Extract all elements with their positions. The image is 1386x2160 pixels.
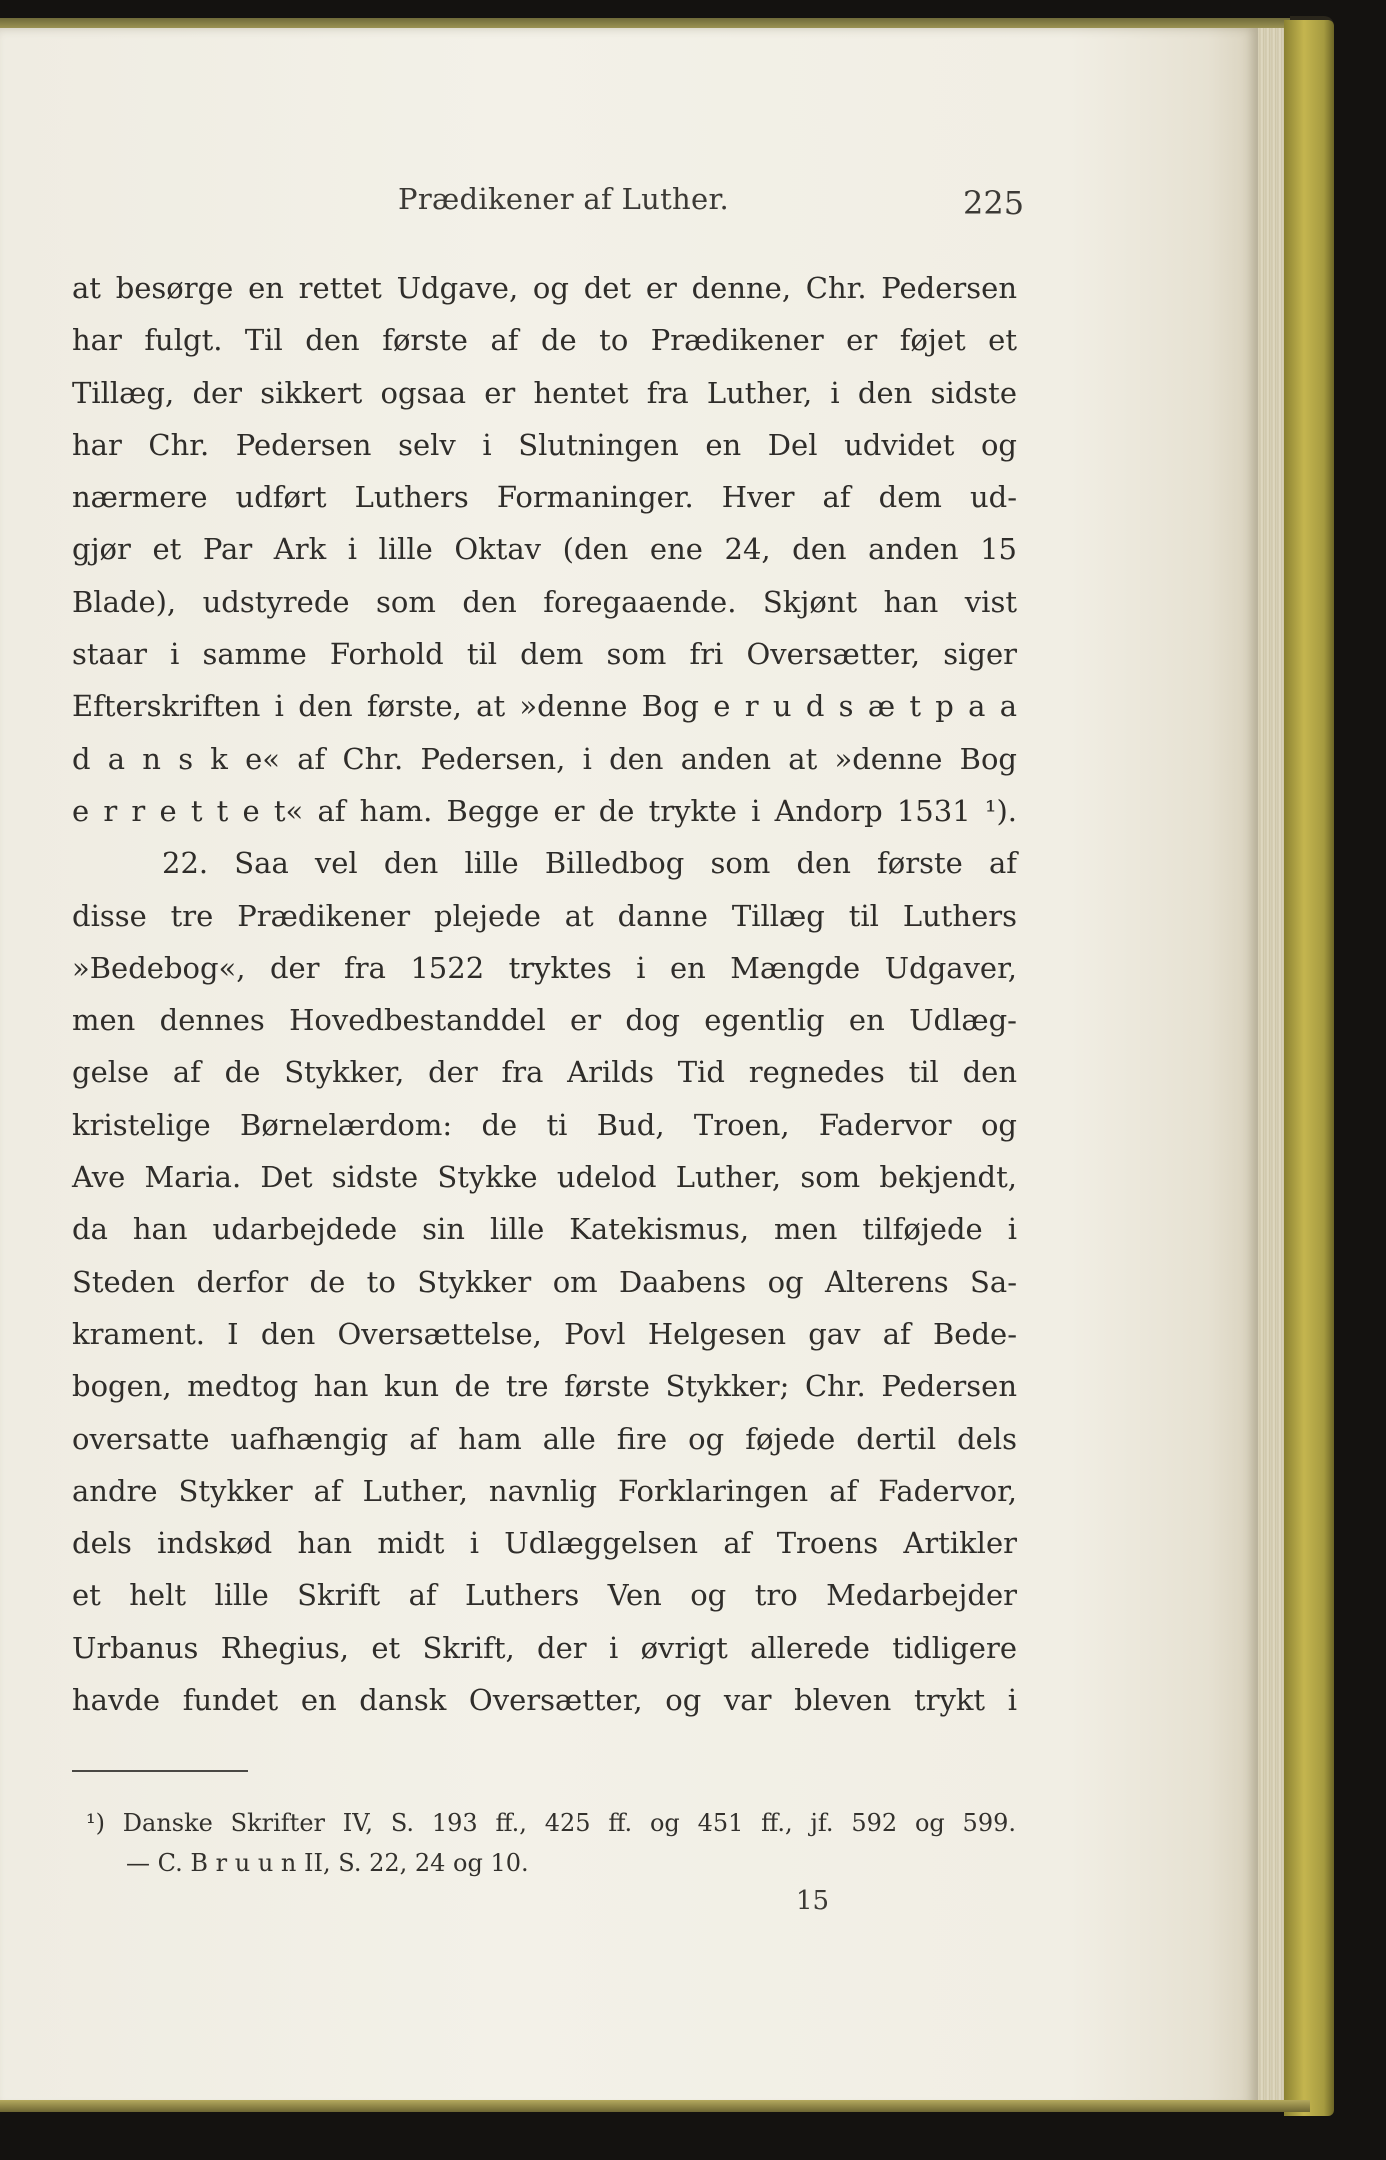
text-line: gjør et Par Ark i lille Oktav (den ene 24, den anden 15 bbox=[72, 532, 1017, 567]
text-line: Blade), udstyrede som den foregaaende. Skjønt han vist bbox=[72, 584, 1017, 619]
text-line: Steden derfor de to Stykker om Daabens og Alterens Sa- bbox=[72, 1264, 1017, 1299]
text-line: har Chr. Pedersen selv i Slutningen en Del udvidet og bbox=[72, 427, 1017, 462]
body-text bbox=[72, 262, 1017, 1726]
text-line: staar i samme Forhold til dem som fri Oversætter, siger bbox=[72, 637, 1017, 672]
text-line: har fulgt. Til den første af de to Prædikener er føjet et bbox=[72, 323, 1017, 358]
text-line: Tillæg, der sikkert ogsaa er hentet fra Luther, i den sidste bbox=[72, 375, 1017, 410]
text-line: havde fundet en dansk Oversætter, og var bleven trykt i bbox=[72, 1683, 1017, 1718]
text-line: at besørge en rettet Udgave, og det er denne, Chr. Pedersen bbox=[72, 271, 1017, 305]
footnotes bbox=[86, 1803, 1016, 1883]
paragraph-start-line: 22. Saa vel den lille Billedbog som den første af bbox=[162, 846, 1017, 881]
text-line: men dennes Hovedbestanddel er dog egentlig en Udlæg- bbox=[72, 1003, 1017, 1038]
text-line: et helt lille Skrift af Luthers Ven og tro Medarbejder bbox=[72, 1578, 1017, 1613]
text-line: da han udarbejdede sin lille Katekismus, men tilføjede i bbox=[72, 1212, 1017, 1247]
footnote-line: ¹) Danske Skrifter IV, S. 193 ff., 425 ff. og 451 ff., jf. 592 og 599. bbox=[86, 1809, 1016, 1837]
book-page bbox=[0, 28, 1258, 2108]
book-cover-edge bbox=[1284, 20, 1334, 2116]
text-line: »Bedebog«, der fra 1522 tryktes i en Mængde Udgaver, bbox=[72, 950, 1017, 985]
text-line: nærmere udført Luthers Formaninger. Hver af dem ud- bbox=[72, 480, 1017, 515]
text-line: kristelige Børnelærdom: de ti Bud, Troen, Fadervor og bbox=[72, 1107, 1017, 1142]
text-line: e r r e t t e t« af ham. Begge er de trykte i Andorp 1531 ¹). bbox=[72, 793, 1017, 828]
text-line: bogen, medtog han kun de tre første Stykker; Chr. Pedersen bbox=[72, 1369, 1017, 1404]
text-line: Ave Maria. Det sidste Stykke udelod Luther, som bekjendt, bbox=[72, 1160, 1017, 1195]
text-line: oversatte uafhængig af ham alle fire og føjede dertil dels bbox=[72, 1421, 1017, 1456]
signature-mark: 15 bbox=[796, 1886, 830, 1916]
text-line: dels indskød han midt i Udlæggelsen af Troens Artikler bbox=[72, 1526, 1017, 1561]
page-bottom-edge bbox=[0, 2100, 1310, 2112]
text-line: krament. I den Oversættelse, Povl Helgesen gav af Bede- bbox=[72, 1316, 1017, 1351]
running-head bbox=[0, 178, 1258, 222]
text-line: d a n s k e« af Chr. Pedersen, i den anden at »denne Bog bbox=[72, 741, 1017, 776]
text-line: andre Stykker af Luther, navnlig Forklaringen af Fadervor, bbox=[72, 1473, 1017, 1508]
text-line: gelse af de Stykker, der fra Arilds Tid regnedes til den bbox=[72, 1055, 1017, 1090]
footnote-line: — C. B r u u n II, S. 22, 24 og 10. bbox=[126, 1849, 529, 1877]
text-line: Urbanus Rhegius, et Skrift, der i øvrigt allerede tidligere bbox=[72, 1630, 1017, 1665]
running-title: Prædikener af Luther. bbox=[398, 182, 729, 216]
text-line: disse tre Prædikener plejede at danne Tillæg til Luthers bbox=[72, 898, 1017, 933]
footnote-rule bbox=[72, 1770, 248, 1772]
text-line: Efterskriften i den første, at »denne Bog e r u d s æ t p a a bbox=[72, 689, 1017, 724]
page-number: 225 bbox=[963, 184, 1025, 222]
